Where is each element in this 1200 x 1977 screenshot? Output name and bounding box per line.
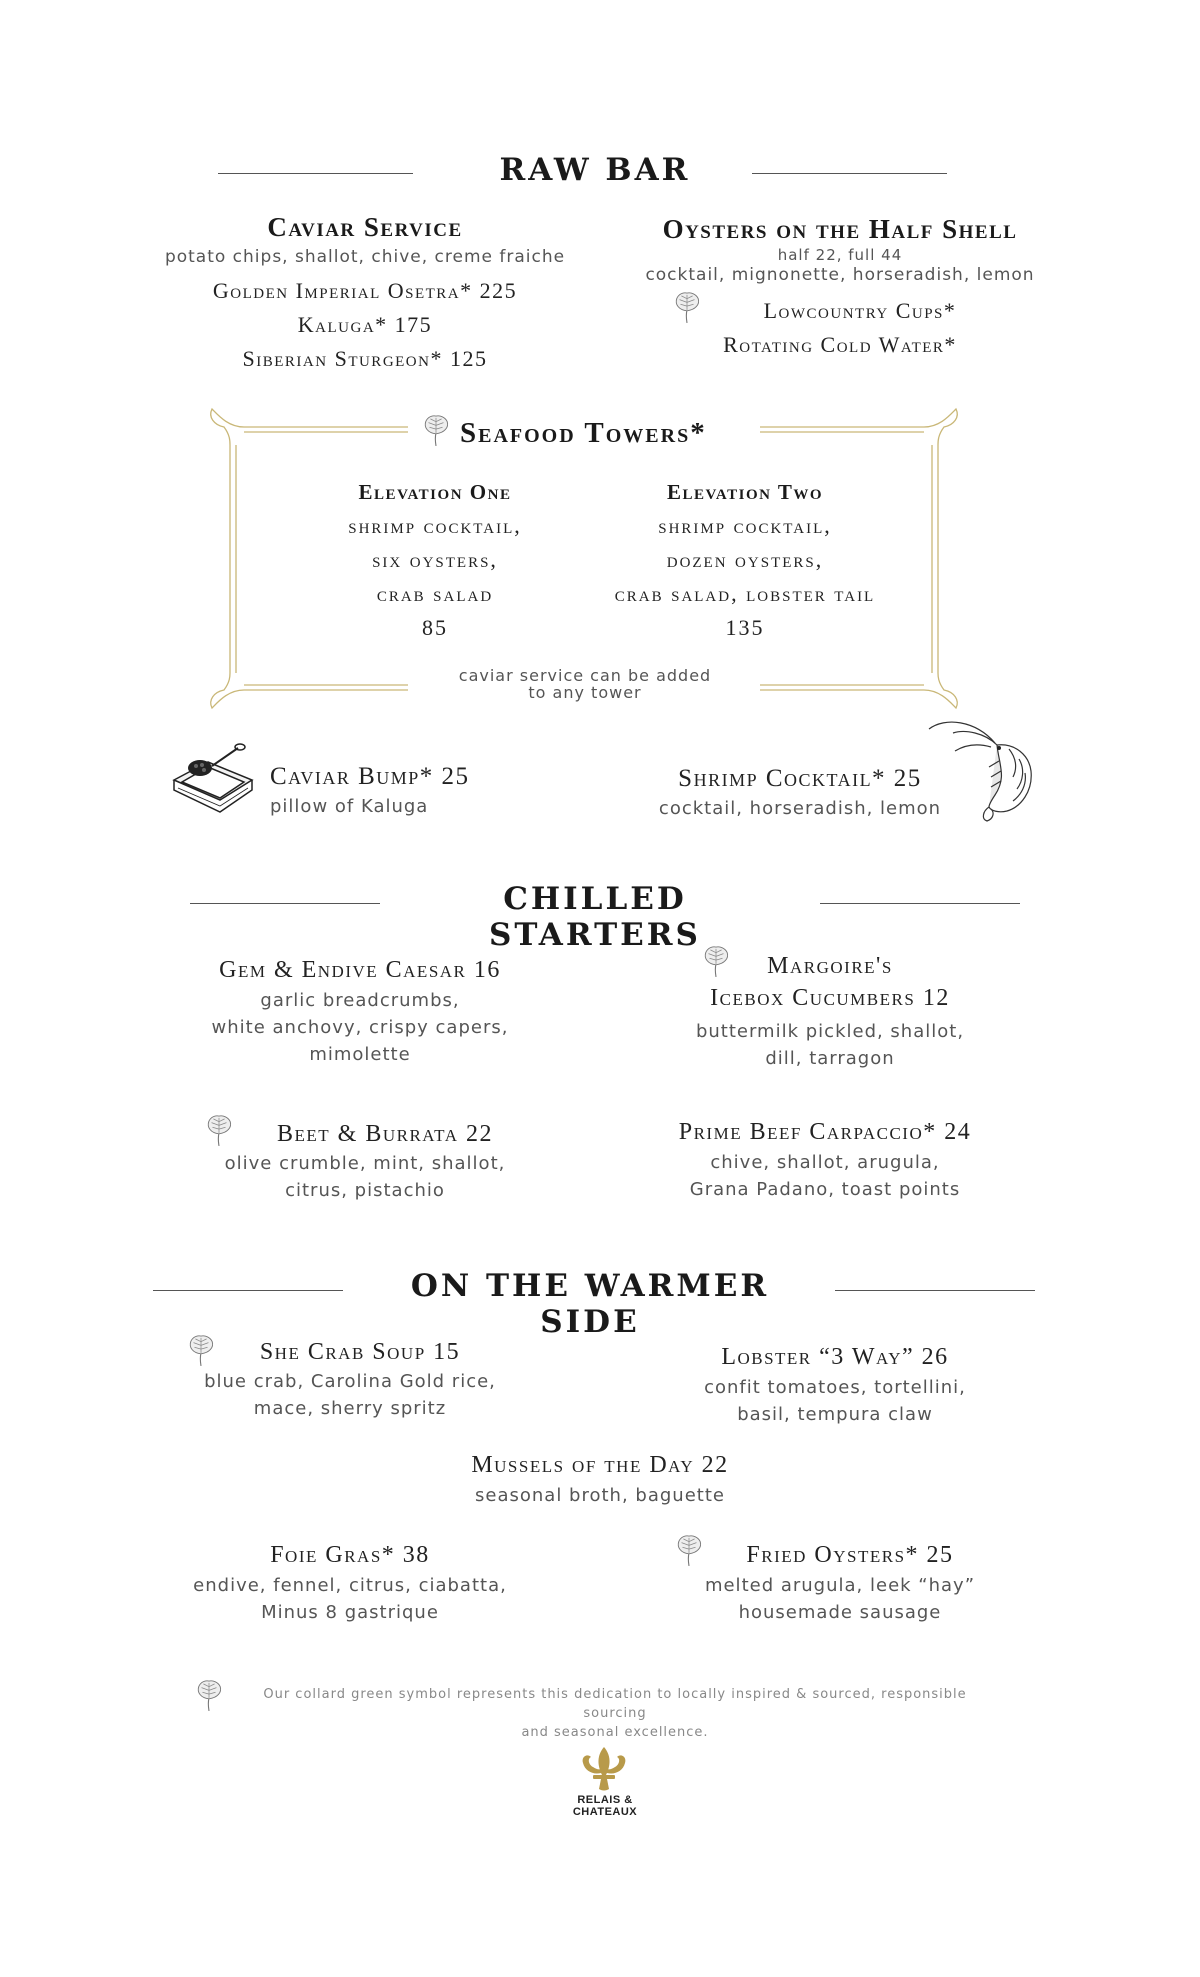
caviar-bump <box>270 760 470 820</box>
soup-title: She Crab Soup 15 <box>259 1339 461 1365</box>
lobster-3-way <box>665 1340 1005 1428</box>
logo-line: CHATEAUX <box>572 1806 638 1818</box>
raw-bar-left-rule <box>218 173 413 174</box>
icebox-cucumbers <box>660 950 1000 1072</box>
fried-oysters-title: Fried Oysters* 25 <box>746 1542 954 1568</box>
elevation-one-title: Elevation One <box>358 480 512 504</box>
foie-desc: Minus 8 gastrique <box>261 1602 439 1623</box>
elevation-one-line: crab salad <box>376 581 494 606</box>
elevation-two-line: crab salad, lobster tail <box>614 581 876 606</box>
lobster-desc: basil, tempura claw <box>737 1404 933 1425</box>
foie-title: Foie Gras* 38 <box>270 1542 430 1568</box>
carpaccio-desc: Grana Padano, toast points <box>689 1179 961 1200</box>
caviar-item: Siberian Sturgeon* 125 <box>242 346 488 371</box>
gem-title: Gem & Endive Caesar 16 <box>219 957 501 983</box>
raw-bar-right-rule <box>752 173 947 174</box>
foie-desc: endive, fennel, citrus, ciabatta, <box>193 1575 507 1596</box>
oysters-price: half 22, full 44 <box>777 246 903 264</box>
caviar-item: Golden Imperial Osetra* 225 <box>212 278 518 303</box>
shrimp-cocktail <box>650 762 950 822</box>
elevation-one-line: six oysters, <box>372 547 498 572</box>
gem-desc: white anchovy, crispy capers, <box>211 1017 509 1038</box>
caviar-tin-icon <box>168 740 258 818</box>
fried-oysters-desc: housemade sausage <box>738 1602 942 1623</box>
elevation-one-price: 85 <box>422 615 448 640</box>
chilled-right-rule <box>820 903 1020 904</box>
tower-note-line: caviar service can be added <box>458 666 712 685</box>
soup-desc: mace, sherry spritz <box>253 1398 447 1419</box>
elevation-two-line: dozen oysters, <box>666 547 824 572</box>
gem-desc: garlic breadcrumbs, <box>260 990 460 1011</box>
warmer-title: ON THE WARMER SIDE <box>410 1268 770 1340</box>
carpaccio-title: Prime Beef Carpaccio* 24 <box>678 1119 972 1145</box>
warmer-right-rule <box>835 1290 1035 1291</box>
lobster-desc: confit tomatoes, tortellini, <box>704 1377 966 1398</box>
collard-leaf-icon <box>673 291 701 325</box>
prime-beef-carpaccio <box>630 1115 1020 1203</box>
footer-note-line: and seasonal excellence. <box>521 1725 709 1740</box>
oysters-title: Oysters on the Half Shell <box>662 214 1018 244</box>
foie-gras <box>170 1538 530 1626</box>
caviar-service <box>130 210 600 376</box>
footer-note <box>230 1685 1000 1742</box>
warmer-left-rule <box>153 1290 343 1291</box>
raw-bar-title: RAW BAR <box>499 152 691 188</box>
fried-oysters-desc: melted arugula, leek “hay” <box>704 1575 976 1596</box>
caviar-item: Kaluga* 175 <box>297 312 433 337</box>
elevation-two-price: 135 <box>725 615 765 640</box>
cucumbers-desc: buttermilk pickled, shallot, <box>695 1021 965 1042</box>
collard-leaf-icon <box>422 413 450 449</box>
cucumbers-desc: dill, tarragon <box>765 1048 895 1069</box>
lobster-title: Lobster “3 Way” 26 <box>721 1344 949 1370</box>
carpaccio-desc: chive, shallot, arugula, <box>710 1152 940 1173</box>
elevation-one <box>300 475 570 645</box>
oysters-half-shell <box>615 212 1065 362</box>
chilled-title: CHILLED STARTERS <box>489 881 701 953</box>
caviar-service-desc: potato chips, shallot, chive, creme fraiche <box>164 247 566 267</box>
chilled-left-rule <box>190 903 380 904</box>
shrimp-icon <box>925 715 1050 825</box>
caviar-bump-desc: pillow of Kaluga <box>270 796 429 817</box>
elevation-one-line: shrimp cocktail, <box>348 513 522 538</box>
oyster-item: Rotating Cold Water* <box>723 332 957 357</box>
footer-note-line: Our collard green symbol represents this dedication to locally inspired & sourced, responsible sourcing <box>263 1687 967 1721</box>
she-crab-soup <box>180 1336 520 1422</box>
gem-endive-caesar <box>160 953 560 1068</box>
elevation-two-line: shrimp cocktail, <box>658 513 832 538</box>
seafood-towers-title: Seafood Towers* <box>460 417 707 449</box>
tower-note <box>400 667 770 701</box>
gem-desc: mimolette <box>309 1044 411 1065</box>
beet-desc: olive crumble, mint, shallot, <box>224 1153 506 1174</box>
oysters-desc: cocktail, mignonette, horseradish, lemon <box>645 265 1035 285</box>
logo-line: RELAIS & <box>577 1794 633 1806</box>
collard-leaf-icon <box>195 1678 223 1714</box>
mussels-title: Mussels of the Day 22 <box>471 1452 729 1478</box>
relais-chateaux-logo <box>550 1794 660 1818</box>
mussels-desc: seasonal broth, baguette <box>475 1485 725 1506</box>
shrimp-cocktail-title: Shrimp Cocktail* 25 <box>678 765 922 792</box>
tower-note-line: to any tower <box>528 683 642 702</box>
beet-desc: citrus, pistachio <box>285 1180 445 1201</box>
cucumbers-title-line-2: Icebox Cucumbers 12 <box>710 985 950 1011</box>
elevation-two <box>580 475 910 645</box>
oyster-item: Lowcountry Cups* <box>763 298 957 323</box>
mussels-of-the-day <box>400 1448 800 1509</box>
beet-burrata <box>205 1118 525 1204</box>
fried-oysters <box>680 1538 1000 1626</box>
caviar-service-title: Caviar Service <box>267 212 463 242</box>
cucumbers-title-line-1: Margoire's <box>767 953 893 979</box>
caviar-bump-title: Caviar Bump* 25 <box>270 763 470 790</box>
fleur-de-lis-logo <box>579 1745 629 1793</box>
beet-title: Beet & Burrata 22 <box>277 1121 493 1147</box>
soup-desc: blue crab, Carolina Gold rice, <box>204 1371 496 1392</box>
shrimp-cocktail-desc: cocktail, horseradish, lemon <box>658 798 942 819</box>
elevation-two-title: Elevation Two <box>666 480 824 504</box>
